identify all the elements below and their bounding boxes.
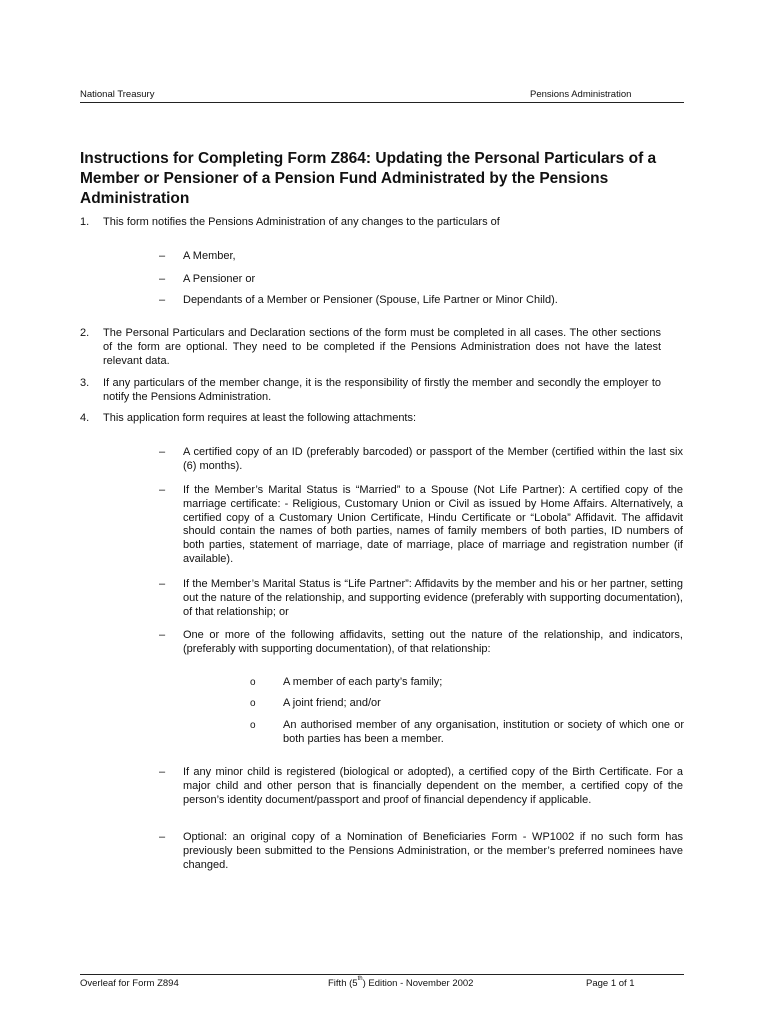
footer-edition — [328, 978, 473, 989]
item-number: 3. — [80, 377, 90, 389]
bullet-text: One or more of the following affidavits, setting out the nature of the relationship, and indicators, (preferably with supporting documentation), of that relationship: — [183, 629, 683, 655]
circle-marker: o — [250, 720, 256, 731]
item-text: This form notifies the Pensions Administration of any changes to the particulars of — [103, 216, 500, 228]
dash-marker: – — [159, 446, 166, 458]
header-right: Pensions Administration — [530, 89, 632, 100]
header-left: National Treasury — [80, 89, 155, 100]
footer-edition-sup: th — [357, 976, 363, 982]
dash-marker: – — [159, 484, 166, 496]
footer-left: Overleaf for Form Z894 — [80, 978, 179, 989]
item-number: 2. — [80, 327, 90, 339]
sub-bullet-text: A member of each party’s family; — [283, 676, 443, 688]
item-number: 4. — [80, 412, 90, 424]
page-number: Page 1 of 1 — [586, 978, 635, 989]
bullet-text: A Pensioner or — [183, 273, 256, 285]
page-header — [80, 89, 684, 103]
page-footer — [80, 974, 684, 995]
document-title: Instructions for Completing Form Z864: Updating the Personal Particulars of a Member or Pensioner of a Pension Fund Administrated by the Pensions Administration — [80, 150, 657, 207]
bullet-text: If the Member’s Marital Status is “Life Partner”: Affidavits by the member and his or her partner, setting out the nature of the relationship, and supporting evidence (preferably with supporting documentation), of that relationship; or — [183, 578, 683, 618]
dash-marker: – — [159, 578, 166, 590]
item-text: This application form requires at least the following attachments: — [103, 412, 417, 424]
bullet-text: Dependants of a Member or Pensioner (Spouse, Life Partner or Minor Child). — [183, 294, 558, 306]
circle-marker: o — [250, 677, 256, 688]
bullet-text: If the Member’s Marital Status is “Married” to a Spouse (Not Life Partner): A certified copy of the marriage certificate: - Religious, Customary Union or Civil as issued by Home Affairs. Alternatively, a certified copy of a Customary Union Certificate, Hindu Certificate or “Lobola” Affidavit. The affidavit should contain the names of both parties, names of family members of both parties, ID numbers of both parties, statement of marriage, date of marriage, place of marriage and registration number (if available). — [183, 484, 683, 565]
dash-marker: – — [159, 250, 166, 262]
item-number: 1. — [80, 216, 90, 228]
footer-edition-suffix: ) Edition - November 2002 — [362, 978, 474, 989]
footer-edition-prefix: Fifth (5 — [328, 978, 358, 989]
bullet-text: A certified copy of an ID (preferably barcoded) or passport of the Member (certified within the last six (6) months). — [183, 446, 683, 472]
item-text: If any particulars of the member change, it is the responsibility of firstly the member and secondly the employer to notify the Pensions Administration. — [103, 377, 661, 403]
dash-marker: – — [159, 831, 166, 843]
sub-bullet-text: A joint friend; and/or — [283, 697, 381, 709]
dash-marker: – — [159, 629, 166, 641]
bullet-text: A Member, — [183, 250, 236, 262]
sub-bullet-text: An authorised member of any organisation, institution or society of which one or both parties has been a member. — [283, 719, 684, 745]
circle-marker: o — [250, 698, 256, 709]
bullet-text: Optional: an original copy of a Nomination of Beneficiaries Form - WP1002 if no such form has previously been submitted to the Pensions Administration, or the member’s preferred nominees have changed. — [183, 831, 683, 871]
item-text: The Personal Particulars and Declaration sections of the form must be completed in all cases. The other sections of the form are optional. They need to be completed if the Pensions Administration does not have the latest relevant data. — [103, 327, 661, 367]
dash-marker: – — [159, 273, 166, 285]
dash-marker: – — [159, 766, 166, 778]
dash-marker: – — [159, 294, 166, 306]
bullet-text: If any minor child is registered (biological or adopted), a certified copy of the Birth Certificate. For a major child and other person that is financially dependent on the member, a certified copy of the person’s identity document/passport and proof of financial dependency if applicable. — [183, 766, 683, 806]
